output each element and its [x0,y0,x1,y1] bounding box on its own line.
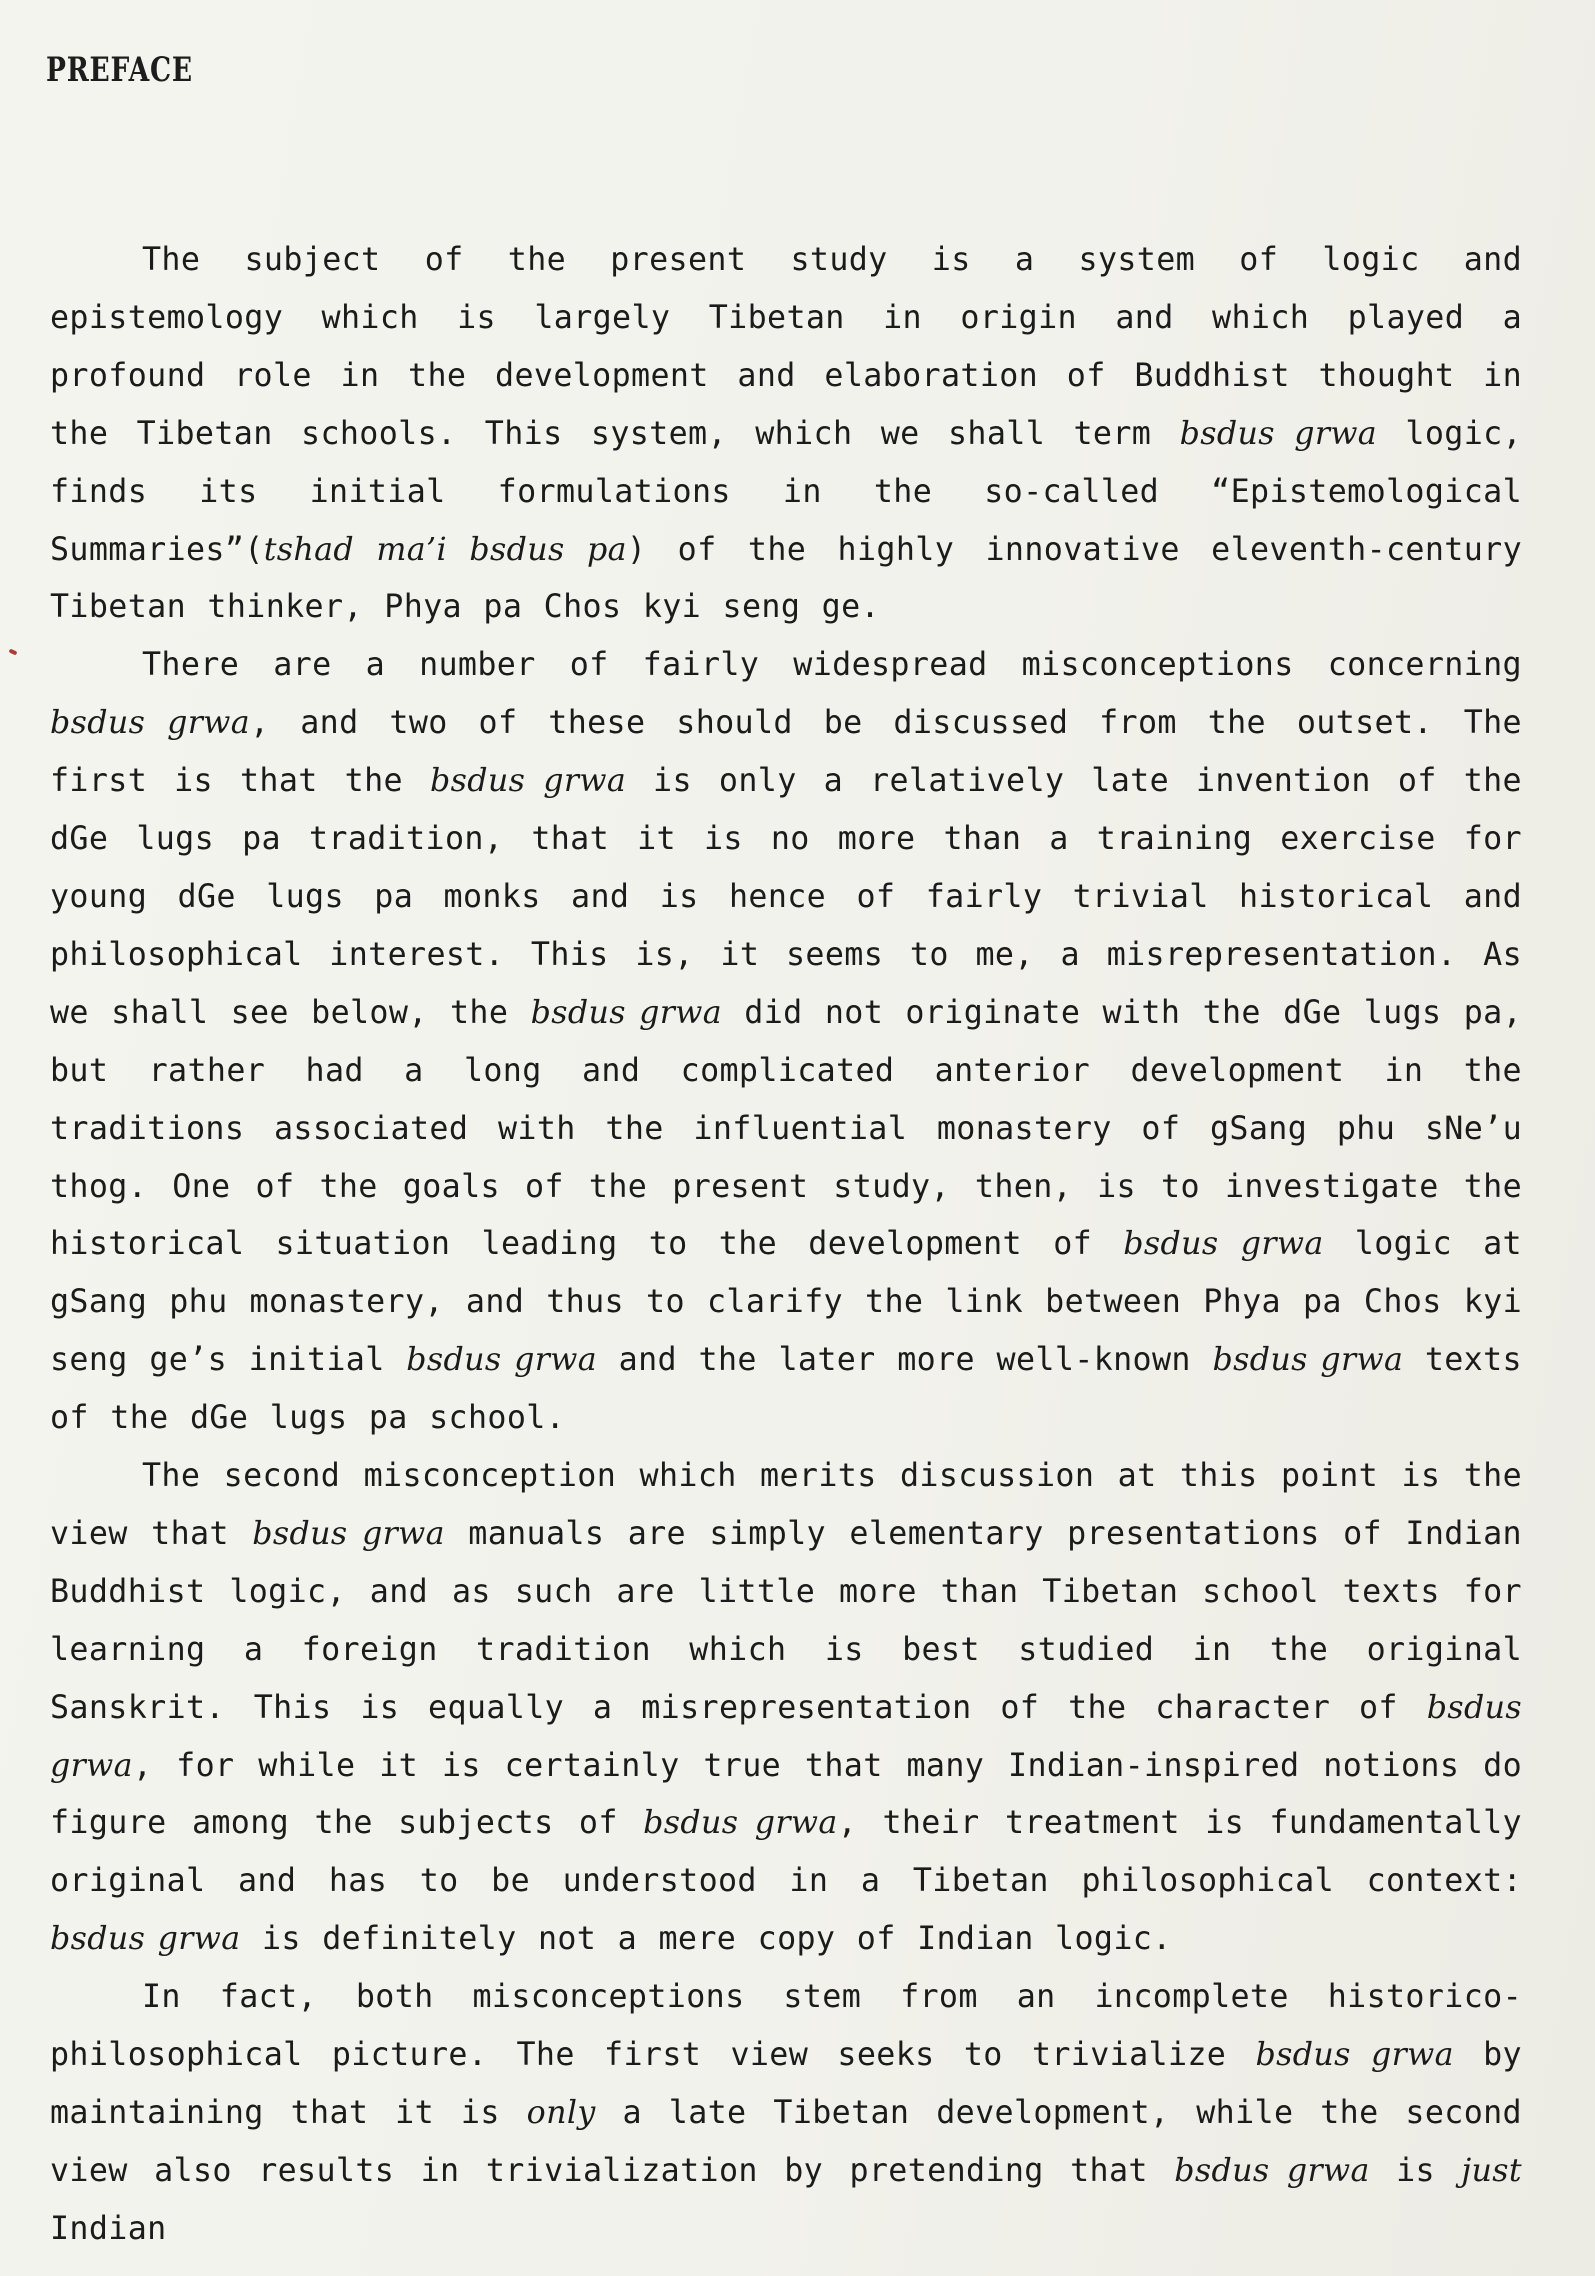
text-run: The subject of the present study is a system of logic and epistemology which is largely Tibetan in origin and which played a profound role in the development and elaboration of Buddhist thought in the Tibetan schools. This system, which we shall term [50,242,1522,452]
text-run: is [1369,2152,1462,2189]
italic-term: bsdus grwa [50,1689,1522,1784]
italic-term: only [526,2095,596,2131]
italic-term: bsdus grwa [50,705,250,742]
italic-term: bsdus grwa [406,1342,598,1379]
text-run: did not originate with the dGe lugs pa, but rather had a long and complicated anterior development in the traditions associated with the influential monastery of gSang phu sNe’u thog. One of the goals of the present study, then, is to investigate the historical situation leading to the development of [50,994,1522,1263]
text-run: ) of the highly innovative eleventh-century Tibetan thinker, Phya pa Chos kyi seng ge. [50,531,1522,626]
text-run: by maintaining that it is [50,2037,1522,2131]
italic-term: bsdus grwa [429,763,627,800]
paragraph [50,1969,1522,2259]
text-run: The second misconception which merits discussion at this point is the view that [50,1458,1522,1552]
paragraph [50,1448,1522,1969]
text-run: , their treatment is fundamentally original and has to be understood in a Tibetan philosophical context: [50,1805,1522,1900]
page-heading: PREFACE [46,50,193,90]
text-run: logic, finds its initial formulations in the so-called “Epistemological Summaries”( [50,415,1522,568]
italic-term: bsdus grwa [1179,415,1378,452]
preface-body [50,232,1522,2259]
italic-term: just [1461,2152,1522,2189]
italic-term: bsdus grwa [1174,2152,1370,2189]
paragraph [50,637,1522,1448]
text-run: is only a relatively late invention of the dGe lugs pa tradition, that it is no more than a training exercise for young dGe lugs pa monks and is hence of fairly trivial historical and philosophical interest. This is, it seems to me, a misrepresentation. As we shall see below, the [50,763,1522,1031]
italic-term: bsdus grwa [50,1921,241,1958]
text-run: There are a number of fairly widespread misconceptions concerning [142,647,1522,684]
paragraph [50,232,1522,637]
italic-term: bsdus grwa [643,1805,838,1842]
text-run: , and two of these should be discussed from the outset. The first is that the [50,705,1522,800]
text-run: a late Tibetan development, while the second view also results in trivialization by pretending that [50,2095,1522,2189]
italic-term: bsdus grwa [252,1515,445,1552]
italic-term: bsdus grwa [1255,2037,1454,2074]
italic-term: bsdus grwa [530,994,722,1031]
text-run: In fact, both misconceptions stem from an incomplete historico-philosophical picture. The first view seeks to trivialize [50,1979,1522,2074]
text-run: Indian [50,2210,167,2247]
text-run: , for while it is certainly true that many Indian-inspired notions do figure among the subjects of [50,1747,1522,1842]
text-run: is definitely not a mere copy of Indian logic. [240,1921,1172,1958]
margin-mark [9,648,18,655]
text-run: and the later more well-known [597,1342,1213,1379]
text-run: manuals are simply elementary presentations of Indian Buddhist logic, and as such are little more than Tibetan school texts for learning a foreign tradition which is best studied in the original Sanskrit. This is equally a misrepresentation of the character of [50,1515,1522,1726]
text-run: texts of the dGe lugs pa school. [50,1342,1522,1437]
italic-term: tshad ma’i bsdus pa [263,531,627,568]
italic-term: bsdus grwa [1123,1226,1324,1263]
italic-term: bsdus grwa [1212,1342,1404,1379]
text-run: logic at gSang phu monastery, and thus to clarify the link between Phya pa Chos kyi seng ge’s initial [50,1226,1522,1379]
